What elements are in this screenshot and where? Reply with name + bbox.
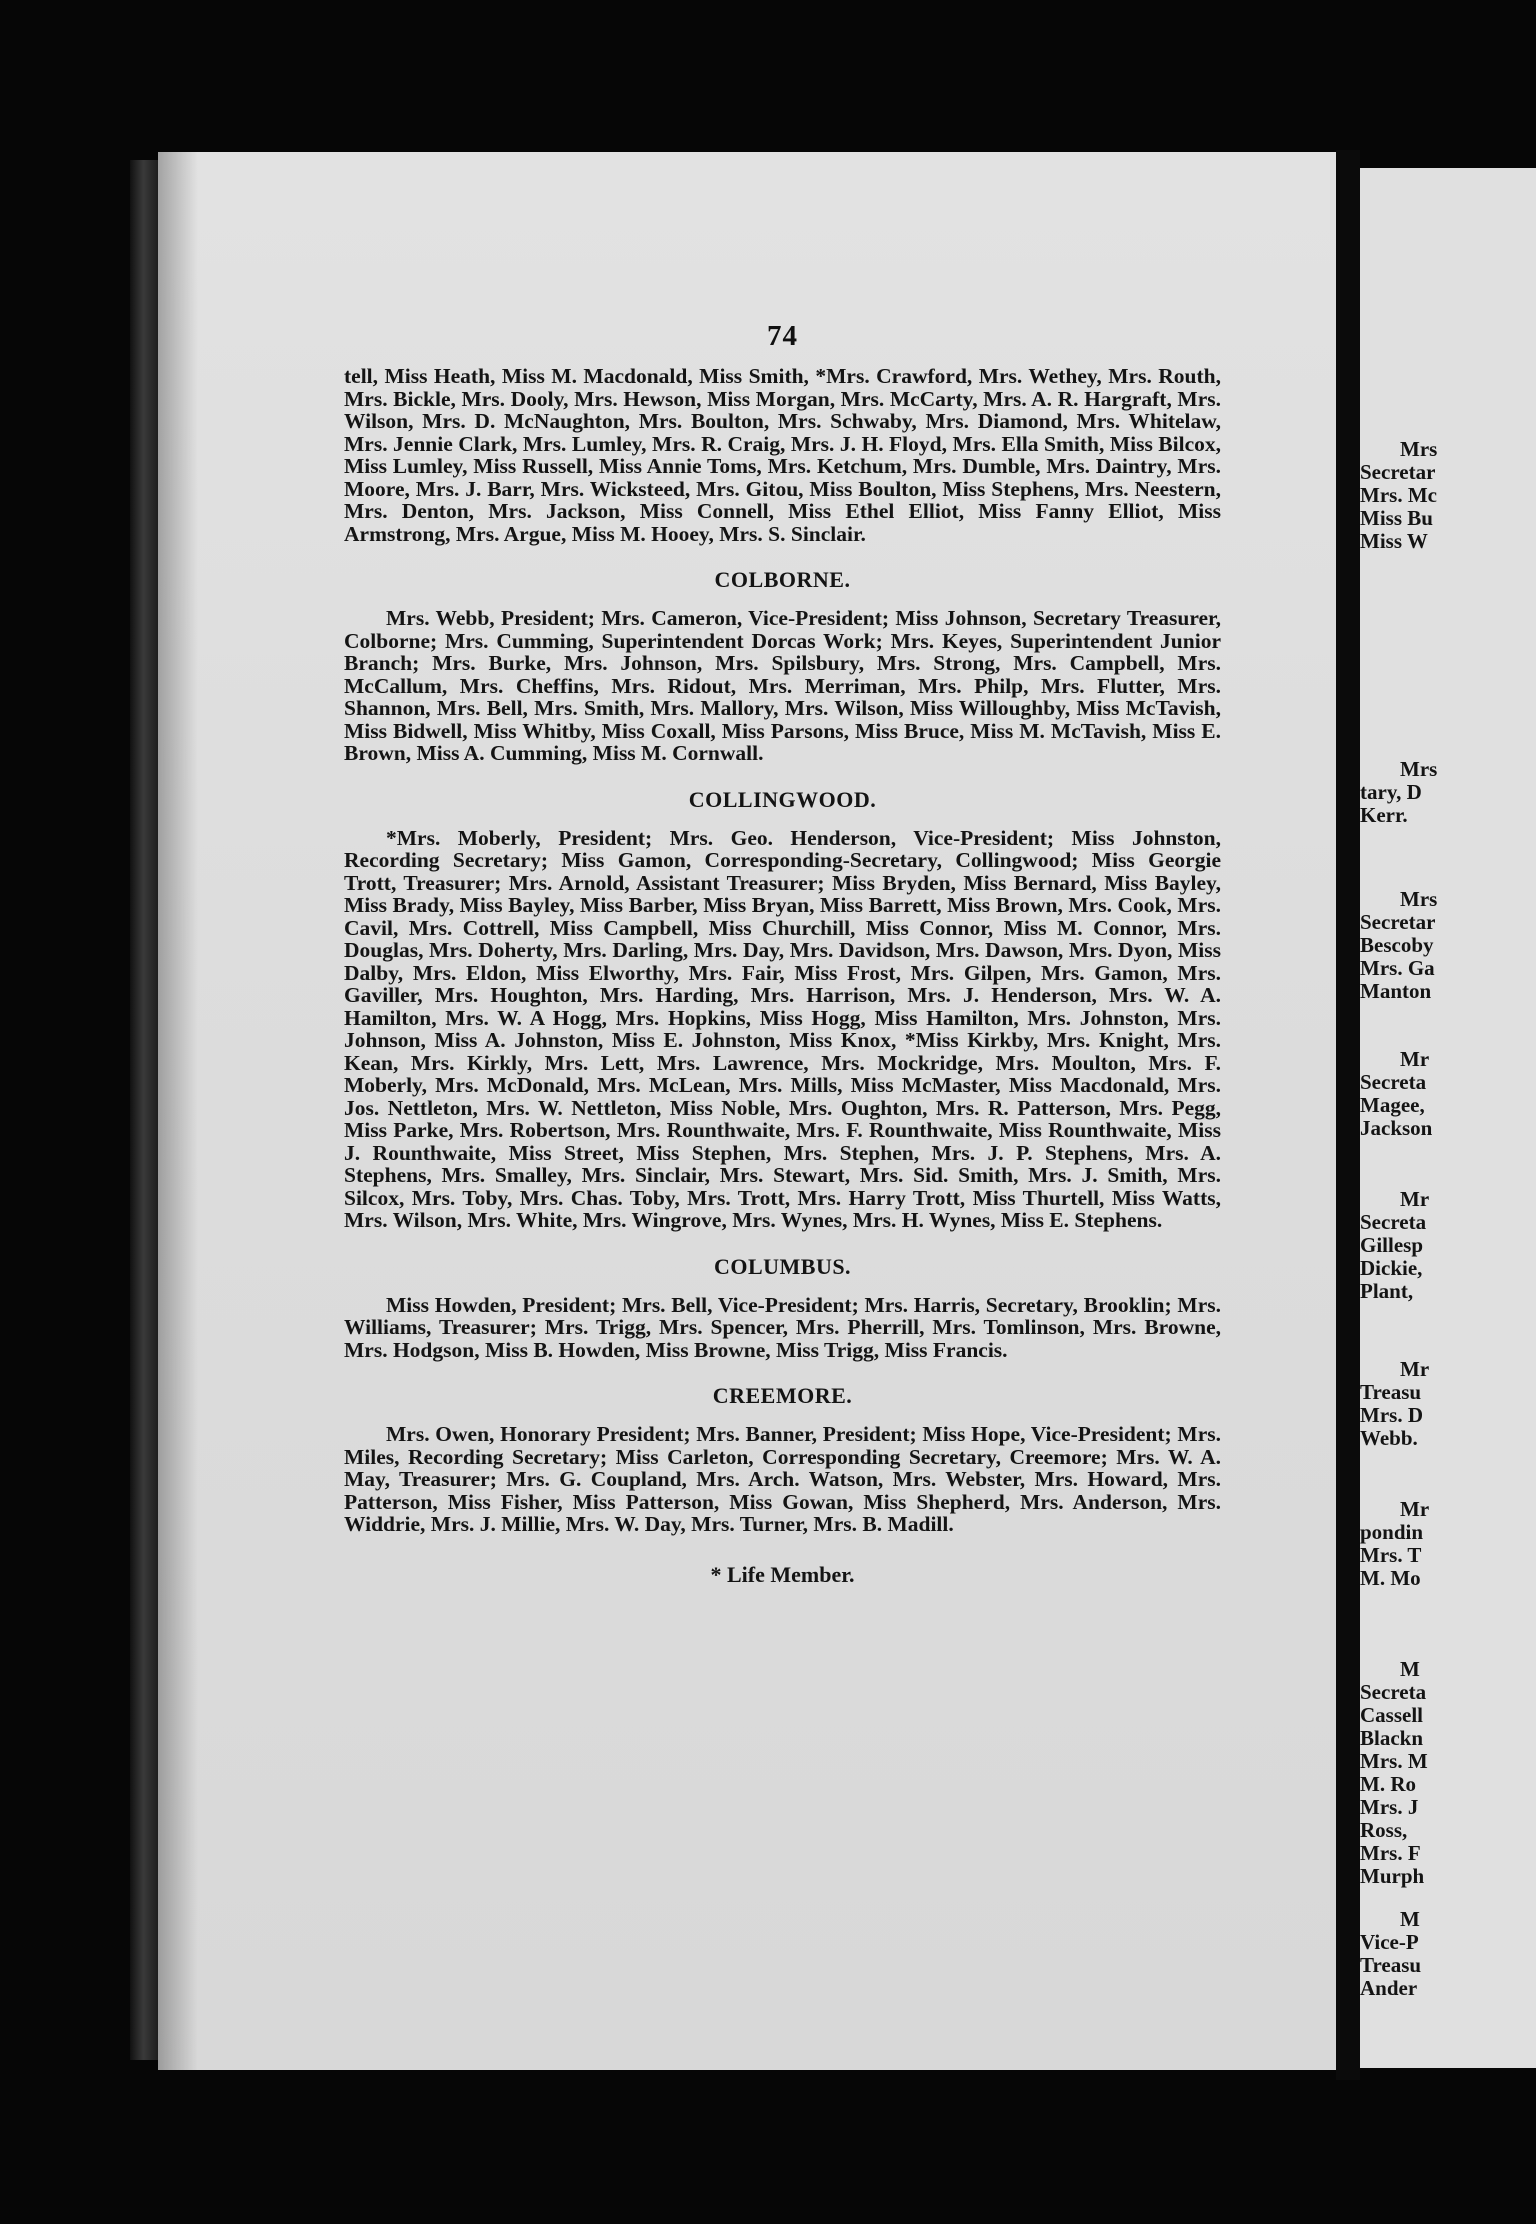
adjacent-fragment-line: M — [1400, 1657, 1420, 1681]
adjacent-fragment-line: Mrs — [1400, 887, 1438, 911]
adjacent-fragment-line: Murph — [1360, 1864, 1425, 1888]
adjacent-fragment-line: Secretar — [1360, 460, 1436, 484]
adjacent-page — [1360, 168, 1536, 2068]
adjacent-fragment-block — [1360, 888, 1437, 1003]
adjacent-fragment-line: Mrs — [1400, 757, 1438, 781]
section-body: Miss Howden, President; Mrs. Bell, Vice-President; Mrs. Harris, Secretary, Brooklin; Mrs. Williams, Treasurer; Mrs. Trigg, Mrs. Spencer, Mrs. Pherrill, Mrs. Tomlinson, Mrs. Browne, Mrs. Hodgson, Miss B. Howden, Miss Browne, Miss Trigg, Miss Francis. — [344, 1292, 1221, 1362]
adjacent-fragment-line: Mr — [1400, 1047, 1430, 1071]
section-body: *Mrs. Moberly, President; Mrs. Geo. Henderson, Vice-President; Miss Johnston, Recording Secretary; Miss Gamon, Corresponding-Secretary, Collingwood; Miss Georgie Trott, Treasurer; Mrs. Arnold, Assistant Treasurer; Miss Bryden, Miss Bernard, Miss Bayley, Miss Brady, Miss Bayley, Miss Barber, Miss Bryan, Miss Barrett, Miss Brown, Mrs. Cook, Mrs. Cavil, Mrs. Cottrell, Miss Campbell, Miss Churchill, Miss Connor, Miss M. Connor, Mrs. Douglas, Mrs. Doherty, Mrs. Darling, Mrs. Day, Mrs. Davidson, Mrs. Dawson, Mrs. Dyon, Miss Dalby, Mrs. Eldon, Miss Elworthy, Mrs. Fair, Miss Frost, Mrs. Gilpen, Mrs. Gamon, Mrs. Gaviller, Mrs. Houghton, Mrs. Harding, Mrs. Harrison, Mrs. J. Henderson, Mrs. W. A. Hamilton, Mrs. W. A Hogg, Mrs. Hopkins, Miss Hogg, Miss Hamilton, Mrs. Johnston, Mrs. Johnson, Miss A. Johnston, Miss E. Johnston, Miss Knox, *Miss Kirkby, Mrs. Knight, Mrs. Kean, Mrs. Kirkly, Mrs. Lett, Mrs. Lawrence, Mrs. Mockridge, Mrs. Moulton, Mrs. F. Moberly, Mrs. McDonald, Mrs. McLean, Mrs. Mills, Miss McMaster, Miss Macdonald, Mrs. Jos. Nettleton, Mrs. W. Nettleton, Miss Noble, Mrs. Oughton, Mrs. R. Patterson, Mrs. Pegg, Miss Parke, Mrs. Robertson, Mrs. Rounthwaite, Mrs. F. Rounthwaite, Miss Rounthwaite, Miss J. Rounthwaite, Miss Street, Miss Stephen, Mrs. Stephen, Mrs. J. P. Stephens, Mrs. A. Stephens, Mrs. Smalley, Mrs. Sinclair, Mrs. Stewart, Mrs. Sid. Smith, Mrs. J. Smith, Mrs. Silcox, Mrs. Toby, Mrs. Chas. Toby, Mrs. Trott, Mrs. Harry Trott, Miss Thurtell, Miss Watts, Mrs. Wilson, Mrs. White, Mrs. Wingrove, Mrs. Wynes, Mrs. H. Wynes, Miss E. Stephens. — [344, 825, 1221, 1232]
section-heading: CREEMORE. — [712, 1383, 853, 1408]
page-gutter — [1336, 150, 1360, 2080]
main-page — [158, 152, 1336, 2070]
adjacent-fragment-block — [1360, 438, 1437, 553]
section-colborne — [344, 567, 1221, 765]
adjacent-fragment-line: M — [1400, 1907, 1420, 1931]
adjacent-fragment-line: Plant, — [1360, 1279, 1414, 1303]
adjacent-fragment-line: Secreta — [1360, 1210, 1427, 1234]
adjacent-fragment-line: Dickie, — [1360, 1256, 1423, 1280]
adjacent-fragment-line: Blackn — [1360, 1726, 1424, 1750]
adjacent-fragment-line: tary, D — [1360, 780, 1422, 804]
section-heading: COLBORNE. — [714, 567, 851, 592]
adjacent-fragment-line: M. Ro — [1360, 1772, 1416, 1796]
section-creemore — [344, 1383, 1221, 1536]
adjacent-fragment-line: Mr — [1400, 1187, 1430, 1211]
section-heading: COLUMBUS. — [713, 1253, 852, 1279]
adjacent-fragment-line: Ross, — [1360, 1818, 1408, 1842]
adjacent-fragment-line: Manton — [1360, 979, 1432, 1003]
adjacent-fragment-block — [1360, 1908, 1421, 2000]
adjacent-fragment-block — [1360, 1498, 1429, 1590]
adjacent-fragment-line: Vice-P — [1360, 1930, 1419, 1954]
section-heading: COLLINGWOOD. — [688, 786, 877, 812]
adjacent-fragment-line: Magee, — [1360, 1093, 1425, 1117]
adjacent-fragment-line: Kerr. — [1360, 803, 1408, 827]
adjacent-fragment-line: Mrs. Ga — [1360, 956, 1435, 980]
adjacent-fragment-line: Webb. — [1360, 1426, 1418, 1450]
section-body: Mrs. Webb, President; Mrs. Cameron, Vice-President; Miss Johnson, Secretary Treasurer, Colborne; Mrs. Cumming, Superintendent Dorcas Work; Mrs. Keyes, Superintendent Junior Branch; Mrs. Burke, Mrs. Johnson, Mrs. Spilsbury, Mrs. Strong, Mrs. Campbell, Mrs. McCallum, Mrs. Cheffins, Mrs. Ridout, Mrs. Merriman, Mrs. Philp, Mrs. Flutter, Mrs. Shannon, Mrs. Bell, Mrs. Smith, Mrs. Mallory, Mrs. Wilson, Miss Willoughby, Miss McTavish, Miss Bidwell, Miss Whitby, Miss Coxall, Miss Parsons, Miss Bruce, Miss M. McTavish, Miss E. Brown, Miss A. Cumming, Miss M. Cornwall. — [344, 606, 1221, 765]
adjacent-fragment-line: Bescoby — [1360, 933, 1434, 957]
adjacent-fragment-line: Mrs. D — [1360, 1403, 1423, 1427]
footnote-life-member: * Life Member. — [710, 1561, 855, 1587]
adjacent-fragment-line: Mrs. J — [1360, 1795, 1419, 1819]
adjacent-fragment-line: Secretar — [1360, 910, 1436, 934]
adjacent-fragment-block — [1360, 1188, 1429, 1303]
adjacent-fragment-block — [1360, 1658, 1428, 1888]
adjacent-fragment-block — [1360, 1048, 1432, 1140]
opening-paragraph: tell, Miss Heath, Miss M. Macdonald, Miss Smith, *Mrs. Crawford, Mrs. Wethey, Mrs. Routh, Mrs. Bickle, Mrs. Dooly, Mrs. Hewson, Miss Morgan, Mrs. McCarty, Mrs. A. R. Hargraft, Mrs. Wilson, Mrs. D. McNaughton, Mrs. Boulton, Mrs. Schwaby, Mrs. Diamond, Mrs. Whitelaw, Mrs. Jennie Clark, Mrs. Lumley, Mrs. R. Craig, Mrs. J. H. Floyd, Mrs. Ella Smith, Miss Bilcox, Miss Lumley, Miss Russell, Miss Annie Toms, Mrs. Ketchum, Mrs. Dumble, Mrs. Daintry, Mrs. Moore, Mrs. J. Barr, Mrs. Wicksteed, Mrs. Gitou, Miss Boulton, Miss Stephens, Mrs. Neestern, Mrs. Denton, Mrs. Jackson, Miss Connell, Miss Ethel Elliot, Miss Fanny Elliot, Miss Armstrong, Mrs. Argue, Miss M. Hooey, Mrs. S. Sinclair. — [344, 364, 1221, 546]
adjacent-fragment-line: Cassell — [1360, 1703, 1423, 1727]
adjacent-fragment-line: pondin — [1360, 1520, 1424, 1544]
section-body: Mrs. Owen, Honorary President; Mrs. Banner, President; Miss Hope, Vice-President; Mrs. Miles, Recording Secretary; Miss Carleton, Corresponding Secretary, Creemore; Mrs. W. A. May, Treasurer; Mrs. G. Coupland, Mrs. Arch. Watson, Mrs. Webster, Mrs. Howard, Mrs. Patterson, Miss Fisher, Miss Patterson, Miss Gowan, Miss Shepherd, Mrs. Anderson, Mrs. Widdrie, Mrs. J. Millie, Mrs. W. Day, Mrs. Turner, Mrs. B. Madill. — [344, 1422, 1221, 1536]
page-number: 74 — [767, 320, 798, 352]
section-collingwood — [344, 787, 1221, 1232]
adjacent-fragment-line: Mr — [1400, 1357, 1430, 1381]
adjacent-fragment-block — [1360, 1358, 1429, 1450]
adjacent-fragment-line: Miss W — [1360, 529, 1428, 553]
adjacent-fragment-line: Jackson — [1360, 1116, 1433, 1140]
adjacent-fragment-line: Gillesp — [1360, 1233, 1424, 1257]
adjacent-fragment-block — [1360, 758, 1437, 827]
book-spine-shadow — [130, 160, 160, 2060]
section-columbus — [344, 1254, 1221, 1362]
adjacent-fragment-line: Ander — [1360, 1976, 1418, 2000]
adjacent-fragment-line: Treasu — [1360, 1380, 1422, 1404]
adjacent-fragment-line: Mr — [1400, 1497, 1430, 1521]
adjacent-fragment-line: Secreta — [1360, 1070, 1427, 1094]
adjacent-fragment-line: Mrs. F — [1360, 1841, 1421, 1865]
adjacent-fragment-line: Treasu — [1360, 1953, 1422, 1977]
adjacent-fragment-line: Mrs. M — [1360, 1749, 1428, 1773]
adjacent-fragment-line: Secreta — [1360, 1680, 1427, 1704]
adjacent-fragment-line: Mrs. T — [1360, 1543, 1422, 1567]
adjacent-fragment-line: Mrs. Mc — [1360, 483, 1437, 507]
adjacent-fragment-line: M. Mo — [1360, 1566, 1421, 1590]
adjacent-fragment-line: Mrs — [1400, 437, 1438, 461]
adjacent-fragment-line: Miss Bu — [1360, 506, 1433, 530]
